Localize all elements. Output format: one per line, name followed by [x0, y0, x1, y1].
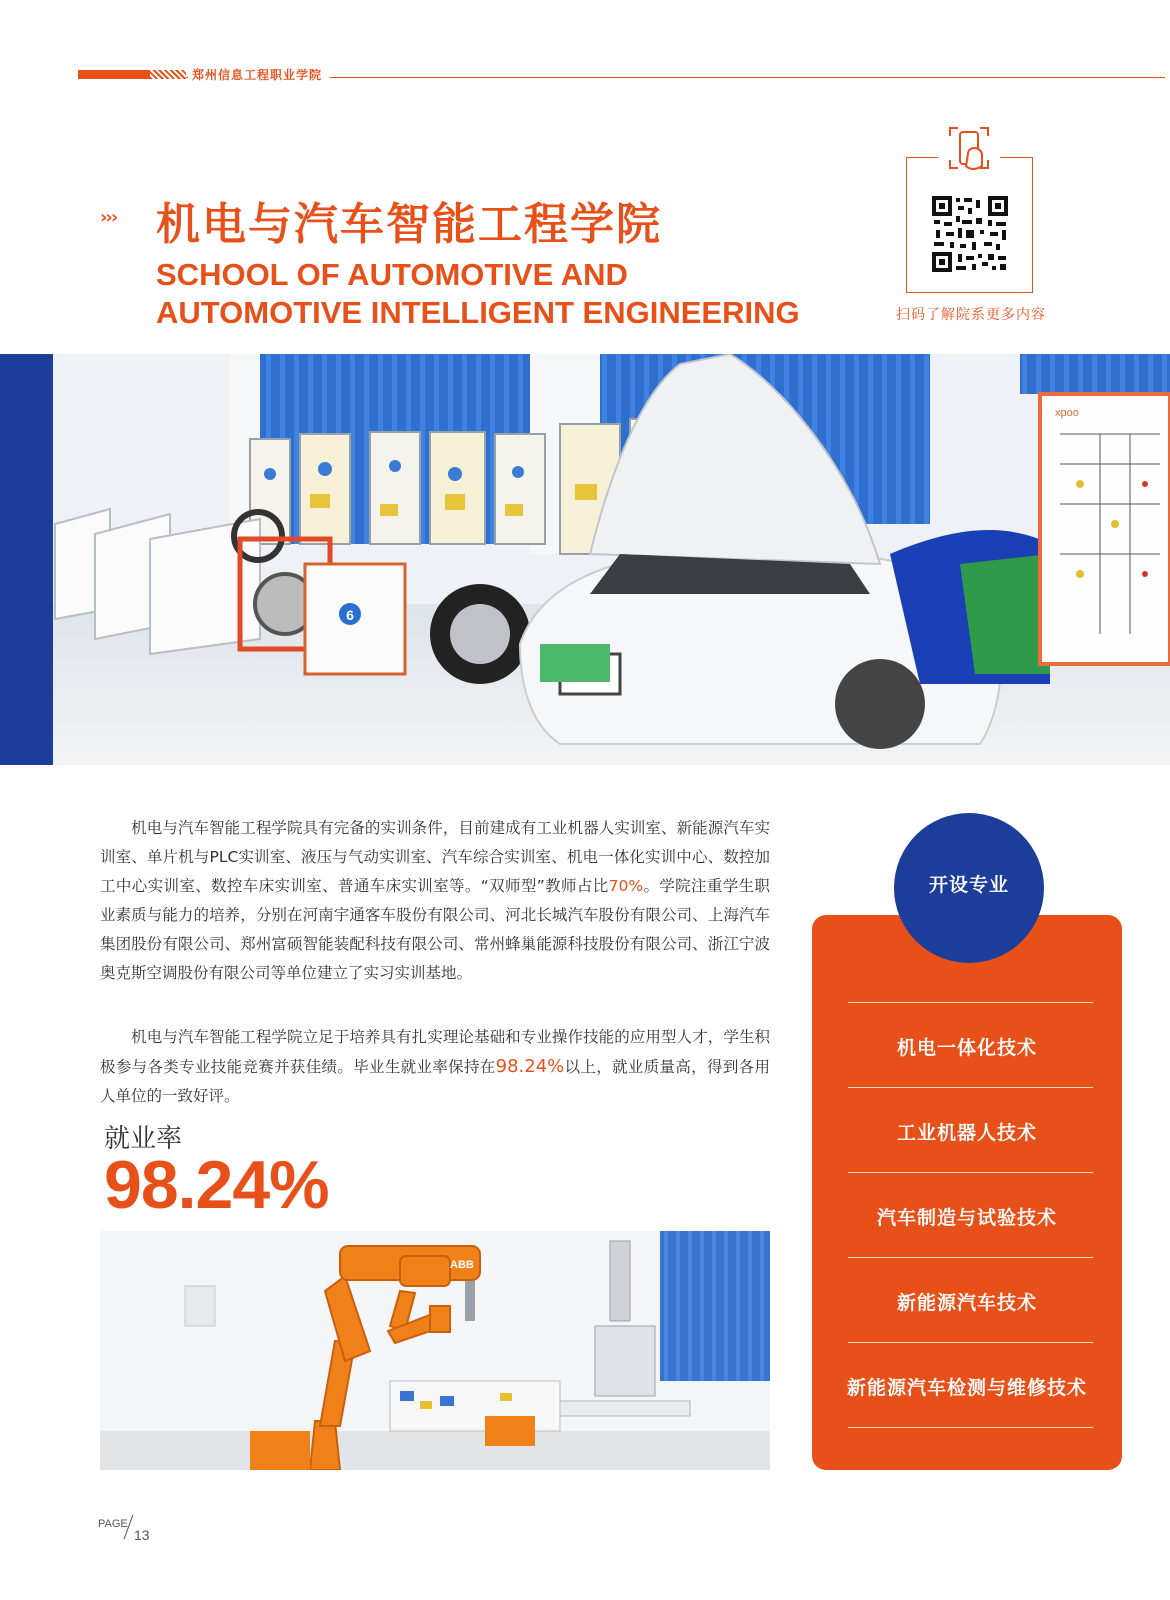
employment-paragraph-text-2: 以上，就业质量高，得到各用人单位的一致好评。 [100, 1058, 770, 1105]
institution-name: 郑州信息工程职业学院 [192, 68, 323, 82]
major-divider [848, 1087, 1093, 1088]
page-label: PAGE [98, 1518, 128, 1530]
employment-paragraph-text-1: 机电与汽车智能工程学院立足于培养具有扎实理论基础和专业操作技能的应用型人才，学生积极参与各类专业技能竞赛并获佳绩。毕业生就业率保持在 [100, 1028, 770, 1076]
major-item: 汽车制造与试验技术 [876, 1207, 1057, 1229]
title-chevrons-icon: ››› [100, 207, 117, 228]
major-divider [848, 1342, 1093, 1343]
qr-code[interactable] [932, 196, 1008, 272]
page-number: 13 [134, 1527, 150, 1543]
major-item: 新能源汽车技术 [896, 1292, 1037, 1314]
page-title-en [156, 256, 800, 332]
intro-paragraph-text-1: 机电与汽车智能工程学院具有完备的实训条件，目前建成有工业机器人实训室、新能源汽车实训室、单片机与PLC实训室、液压与气动实训室、汽车综合实训室、机电一体化实训中心、数控加工中心实训室、数控车床实训室、普通车床实训室等。“双师型”教师占比 [100, 819, 770, 895]
qr-caption: 扫码了解院系更多内容 [896, 307, 1046, 323]
training-station-badge: 6 [346, 607, 354, 623]
major-item: 机电一体化技术 [896, 1037, 1037, 1059]
page-title-en-line2: AUTOMOTIVE INTELLIGENT ENGINEERING [156, 295, 800, 330]
major-item: 工业机器人技术 [896, 1122, 1037, 1144]
page-title-cn: 机电与汽车智能工程学院 [156, 199, 662, 250]
employment-paragraph [100, 1023, 770, 1111]
employment-rate-value: 98.24% [104, 1147, 329, 1223]
major-divider [848, 1257, 1093, 1258]
intro-paragraph [100, 814, 770, 988]
header-stripe-pattern [150, 70, 186, 79]
major-divider [848, 1172, 1093, 1173]
wiring-panel-brand: xpoo [1055, 407, 1079, 419]
employment-rate-label: 就业率 [104, 1124, 183, 1154]
major-divider [848, 1427, 1093, 1428]
scan-phone-icon [938, 124, 1000, 178]
header-rule-right [330, 77, 1165, 78]
major-item: 新能源汽车检测与维修技术 [846, 1377, 1087, 1399]
workshop-photo [0, 354, 1170, 765]
dual-qualified-ratio: 70% [608, 877, 644, 895]
robot-lab-photo [100, 1231, 770, 1470]
page-title-en-line1: SCHOOL OF AUTOMOTIVE AND [156, 257, 628, 292]
photo-accent-bar [0, 354, 53, 765]
robot-brand-label: ABB [450, 1259, 474, 1271]
intro-paragraph-text-2: 。学院注重学生职业素质与能力的培养，分别在河南宇通客车股份有限公司、河北长城汽车股份有限公司、上海汽车集团股份有限公司、郑州富硕智能装配科技有限公司、常州蜂巢能源科技股份有限公司、浙江宁波奥克斯空调股份有限公司等单位建立了实习实训基地。 [100, 877, 770, 982]
major-divider [848, 1002, 1093, 1003]
employment-rate-inline: 98.24% [495, 1056, 565, 1077]
majors-title: 开设专业 [928, 874, 1009, 896]
